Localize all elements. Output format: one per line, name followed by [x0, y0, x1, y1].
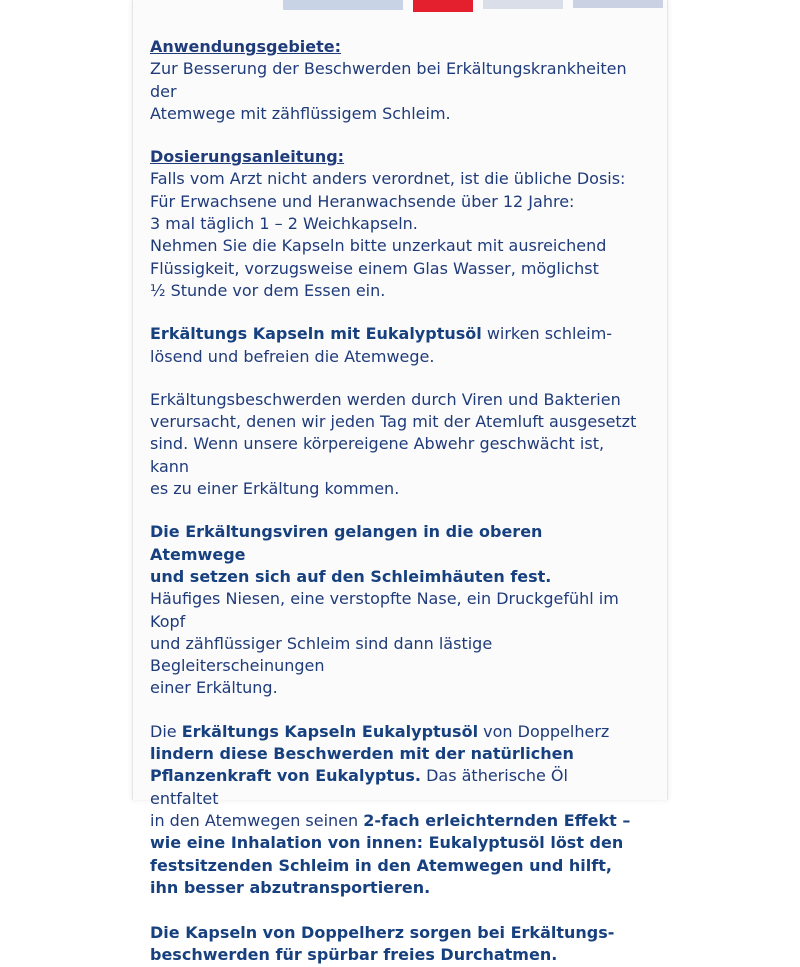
benefit-text: Das ätherische Öl entfaltet	[150, 766, 568, 808]
dosierung-line: Nehmen Sie die Kapseln bitte unzerkaut mit ausreichend	[150, 236, 607, 256]
benefit-line: ihn besser abzutransportieren.	[150, 877, 431, 897]
benefit-bold: 2-fach erleichternden Effekt –	[363, 810, 631, 830]
anwendung-line: Zur Besserung der Beschwerden bei Erkältungskrankheiten der	[150, 59, 627, 101]
benefit-line	[150, 721, 640, 743]
benefit-bold: Pflanzenkraft von Eukalyptus.	[150, 766, 421, 786]
top-print-fragment	[573, 0, 663, 8]
dosierung-line: 3 mal täglich 1 – 2 Weichkapseln.	[150, 214, 418, 234]
virus-bold-line: und setzen sich auf den Schleimhäuten fest.	[150, 566, 552, 586]
benefit-text: in den Atemwegen seinen	[150, 810, 364, 830]
benefit-line: festsitzenden Schleim in den Atemwegen und hilft,	[150, 855, 612, 875]
dosierung-line: Falls vom Arzt nicht anders verordnet, ist die übliche Dosis:	[150, 169, 626, 189]
cause-line: verursacht, denen wir jeden Tag mit der Atemluft ausgesetzt	[150, 412, 637, 432]
effect-text: wirken schleim-	[481, 324, 613, 344]
symptom-line: Häufiges Niesen, eine verstopfte Nase, ein Druckgefühl im Kopf	[150, 589, 619, 631]
dosierung-line: Flüssigkeit, vorzugsweise einem Glas Wasser, möglichst	[150, 258, 599, 278]
product-name: Erkältungs Kapseln Eukalyptusöl	[181, 721, 479, 741]
anwendung-heading: Anwendungsgebiete:	[150, 37, 341, 56]
benefit-line: lindern diese Beschwerden mit der natürlichen	[150, 744, 574, 764]
benefit-text: von Doppelherz	[478, 721, 610, 741]
symptom-line: und zähflüssiger Schleim sind dann lästige Begleiterscheinungen	[150, 633, 493, 676]
package-text	[150, 36, 640, 967]
effect-paragraph-line	[150, 323, 640, 345]
closing-line: Die Kapseln von Doppelherz sorgen bei Erkältungs-	[150, 923, 615, 943]
top-print-fragment	[483, 0, 563, 9]
dosierung-line: ½ Stunde vor dem Essen ein.	[150, 280, 386, 300]
virus-bold-line: Die Erkältungsviren gelangen in die oberen Atemwege	[150, 522, 543, 564]
dosierung-line: Für Erwachsene und Heranwachsende über 12 Jahre:	[150, 191, 575, 211]
cause-line: Erkältungsbeschwerden werden durch Viren und Bakterien	[150, 389, 621, 409]
top-print-red-fragment	[413, 0, 473, 12]
effect-paragraph-line: lösend und befreien die Atemwege.	[150, 346, 435, 366]
closing-line: beschwerden für spürbar freies Durchatmen.	[150, 945, 558, 965]
benefit-text: Die	[150, 721, 182, 741]
product-name: Erkältungs Kapseln mit Eukalyptusöl	[150, 324, 482, 344]
cause-line: es zu einer Erkältung kommen.	[150, 479, 400, 499]
cause-line: sind. Wenn unsere körpereigene Abwehr geschwächt ist, kann	[150, 434, 605, 476]
package-top-print	[133, 0, 667, 20]
benefit-line: wie eine Inhalation von innen: Eukalyptusöl löst den	[150, 833, 624, 853]
anwendung-line: Atemwege mit zähflüssigem Schleim.	[150, 103, 451, 123]
dosierung-heading: Dosierungsanleitung:	[150, 147, 345, 167]
benefit-line	[150, 810, 640, 832]
top-print-fragment	[283, 0, 403, 10]
benefit-line	[150, 765, 640, 810]
symptom-line: einer Erkältung.	[150, 678, 278, 698]
